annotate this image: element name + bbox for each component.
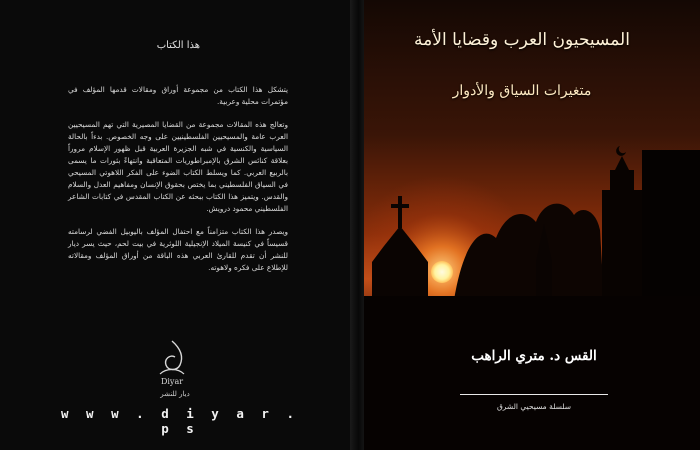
back-cover-heading: هذا الكتاب [156, 40, 200, 51]
back-cover-text [68, 84, 288, 285]
book-subtitle: متغيرات السياق والأدوار [452, 83, 592, 99]
book-spine [350, 0, 364, 450]
sunset-church-illustration [364, 0, 700, 450]
back-paragraph: ويصدر هذا الكتاب متزامناً مع احتفال المؤلف باليوبيل الفضي لرسامته قسيساً في كنيسة الميلاد الإنجيلية اللوثرية في بيت لحم، حيث يسر ديار للنشر أن تقدم للقارئ العربي هذه الباقة من أوراق المؤلف ومقالاته للإطلاع على فكره ولاهوته. [68, 227, 288, 272]
series-name: سلسلة مسيحيي الشرق [496, 402, 572, 411]
publisher-name: ديار للنشر [160, 390, 190, 398]
back-paragraph: وتعالج هذه المقالات مجموعة من القضايا المصيرية التي تهم المسيحيين العرب عامة والمسيحيين الفلسطينيين على وجه الخصوص. بدءاً بالحالة السياسية والكنسية في شبه الجزيرة العربية قبل ظهور الإسلام مروراً بعلاقة كنائس الشرق بالإمبراطوريات المتعاقبة وانتهاءً بثورات ما يسمى بالربيع العربي. كما ويسلط الكتاب الضوء على الفكر اللاهوتي المسيحي في السياق الفلسطيني بما يختص بحقوق الإنسان ومفاهيم العدل والسلام والقدس. ويتميز هذا الكتاب ببحثه عن الكتاب المقدس في كتابات الشاعر الفلسطيني محمود درويش. [68, 120, 288, 213]
series-divider [460, 394, 608, 395]
author-name: القس د. متري الراهب [471, 348, 597, 364]
svg-text:Diyar: Diyar [160, 377, 184, 386]
front-cover [364, 0, 700, 450]
publisher-url: w w w . d i y a r . p s [61, 406, 299, 436]
back-paragraph: يتشكل هذا الكتاب من مجموعة أوراق ومقالات قدمها المؤلف في مؤتمرات محلية وعربية. [68, 85, 288, 106]
book-title: المسيحيون العرب وقضايا الأمة [414, 30, 630, 50]
diyar-logo-icon [150, 338, 194, 386]
